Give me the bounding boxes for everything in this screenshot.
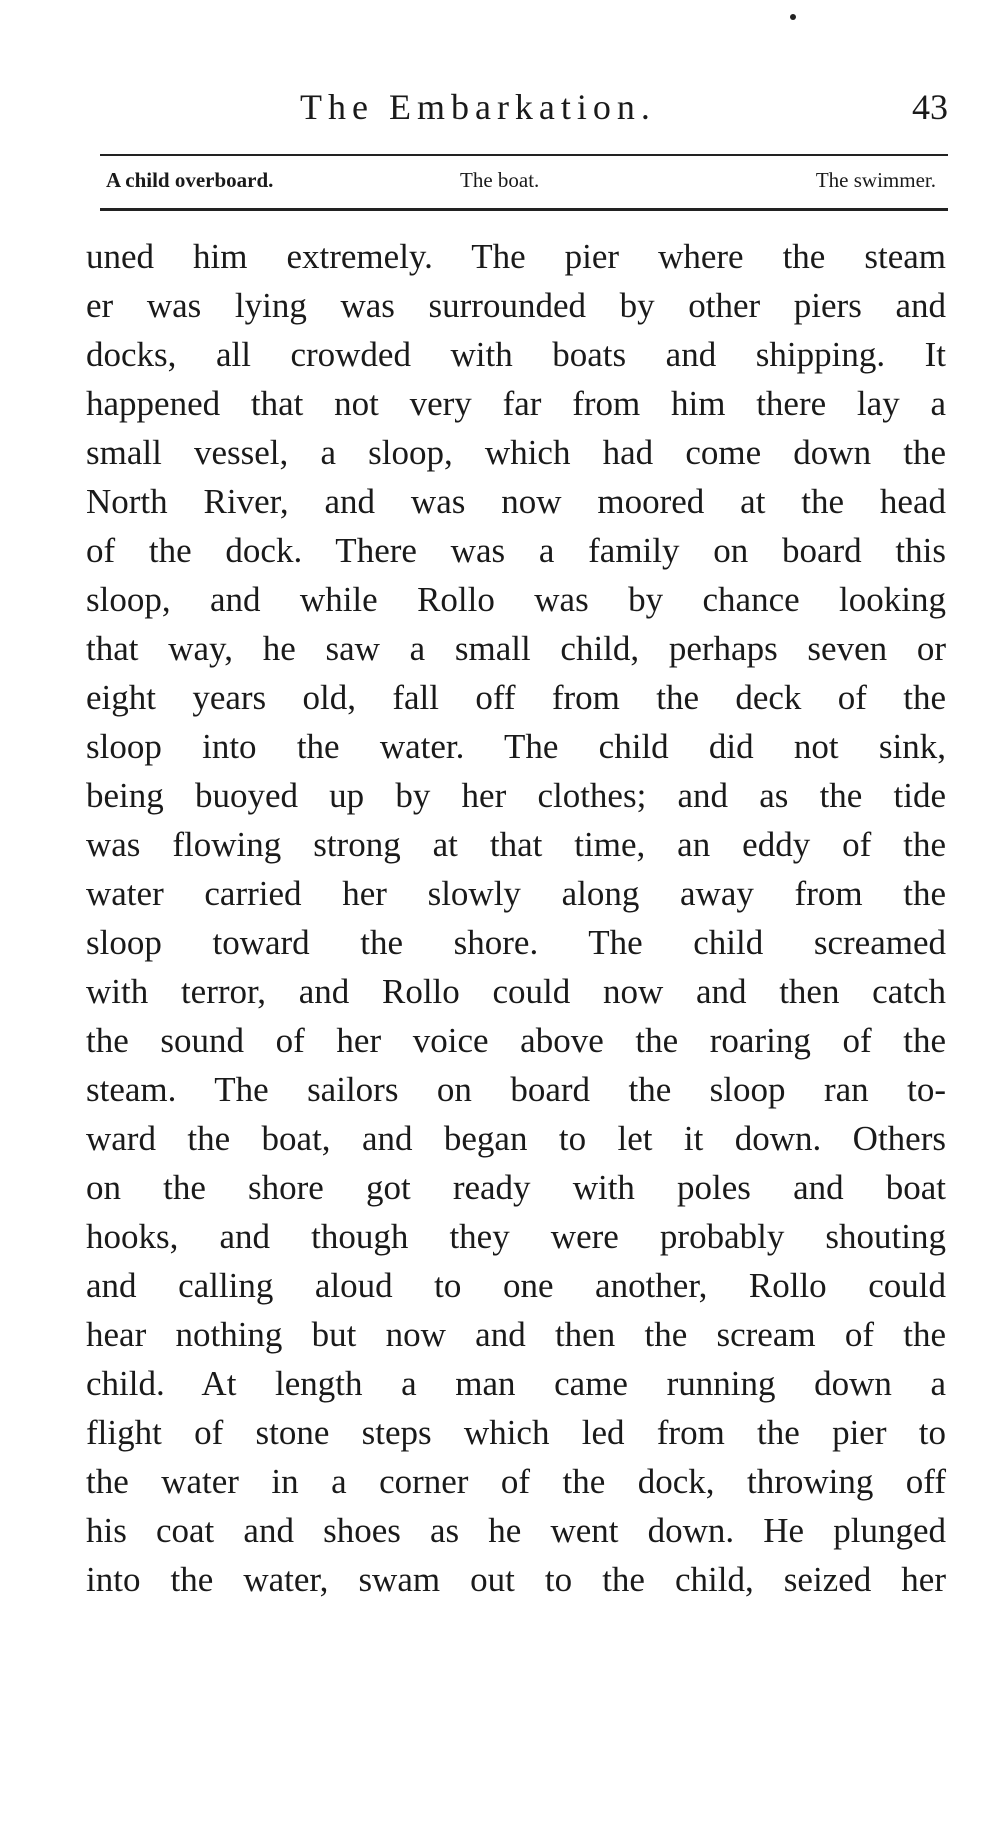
text-line: sloop into the water. The child did not sink, xyxy=(86,727,946,766)
text-line: sloop, and while Rollo was by chance looking xyxy=(86,580,946,619)
text-line: hooks, and though they were probably shouting xyxy=(86,1217,946,1256)
text-line: was flowing strong at that time, an eddy of the xyxy=(86,825,946,864)
ink-speck xyxy=(790,14,796,20)
text-line: child. At length a man came running down a xyxy=(86,1364,946,1403)
subhead-right: The swimmer. xyxy=(815,168,936,192)
text-line: docks, all crowded with boats and shipping. It xyxy=(86,335,946,374)
text-line: water carried her slowly along away from the xyxy=(86,874,946,913)
text-line: ward the boat, and began to let it down. Others xyxy=(86,1119,946,1158)
text-line: and calling aloud to one another, Rollo could xyxy=(86,1266,946,1305)
running-title: The Embarkation. xyxy=(300,87,656,127)
text-line: uned him extremely. The pier where the steam xyxy=(86,237,946,276)
text-line: being buoyed up by her clothes; and as the tide xyxy=(86,776,946,815)
text-line: of the dock. There was a family on board this xyxy=(86,531,946,570)
text-line: on the shore got ready with poles and boat xyxy=(86,1168,946,1207)
text-line: steam. The sailors on board the sloop ran to- xyxy=(86,1070,946,1109)
text-line: eight years old, fall off from the deck of the xyxy=(86,678,946,717)
text-line: er was lying was surrounded by other piers and xyxy=(86,286,946,325)
subhead-left: A child overboard. xyxy=(106,168,274,192)
text-line: the water in a corner of the dock, throwing off xyxy=(86,1462,946,1501)
text-line: hear nothing but now and then the scream of the xyxy=(86,1315,946,1354)
text-line: happened that not very far from him there lay a xyxy=(86,384,946,423)
text-line: sloop toward the shore. The child screamed xyxy=(86,923,946,962)
running-head xyxy=(100,86,948,130)
header-rule-bottom xyxy=(100,208,948,211)
page-number: 43 xyxy=(912,87,948,127)
text-line: with terror, and Rollo could now and then catch xyxy=(86,972,946,1011)
text-line: flight of stone steps which led from the pier to xyxy=(86,1413,946,1452)
body-text xyxy=(86,232,946,1604)
text-line: that way, he saw a small child, perhaps seven or xyxy=(86,629,946,668)
text-line: small vessel, a sloop, which had come down the xyxy=(86,433,946,472)
subhead-center: The boat. xyxy=(460,168,540,192)
text-line: the sound of her voice above the roaring of the xyxy=(86,1021,946,1060)
text-line: into the water, swam out to the child, seized her xyxy=(86,1560,946,1599)
text-line: North River, and was now moored at the head xyxy=(86,482,946,521)
text-line: his coat and shoes as he went down. He plunged xyxy=(86,1511,946,1550)
header-rule-top xyxy=(100,154,948,156)
subheads xyxy=(100,168,948,198)
